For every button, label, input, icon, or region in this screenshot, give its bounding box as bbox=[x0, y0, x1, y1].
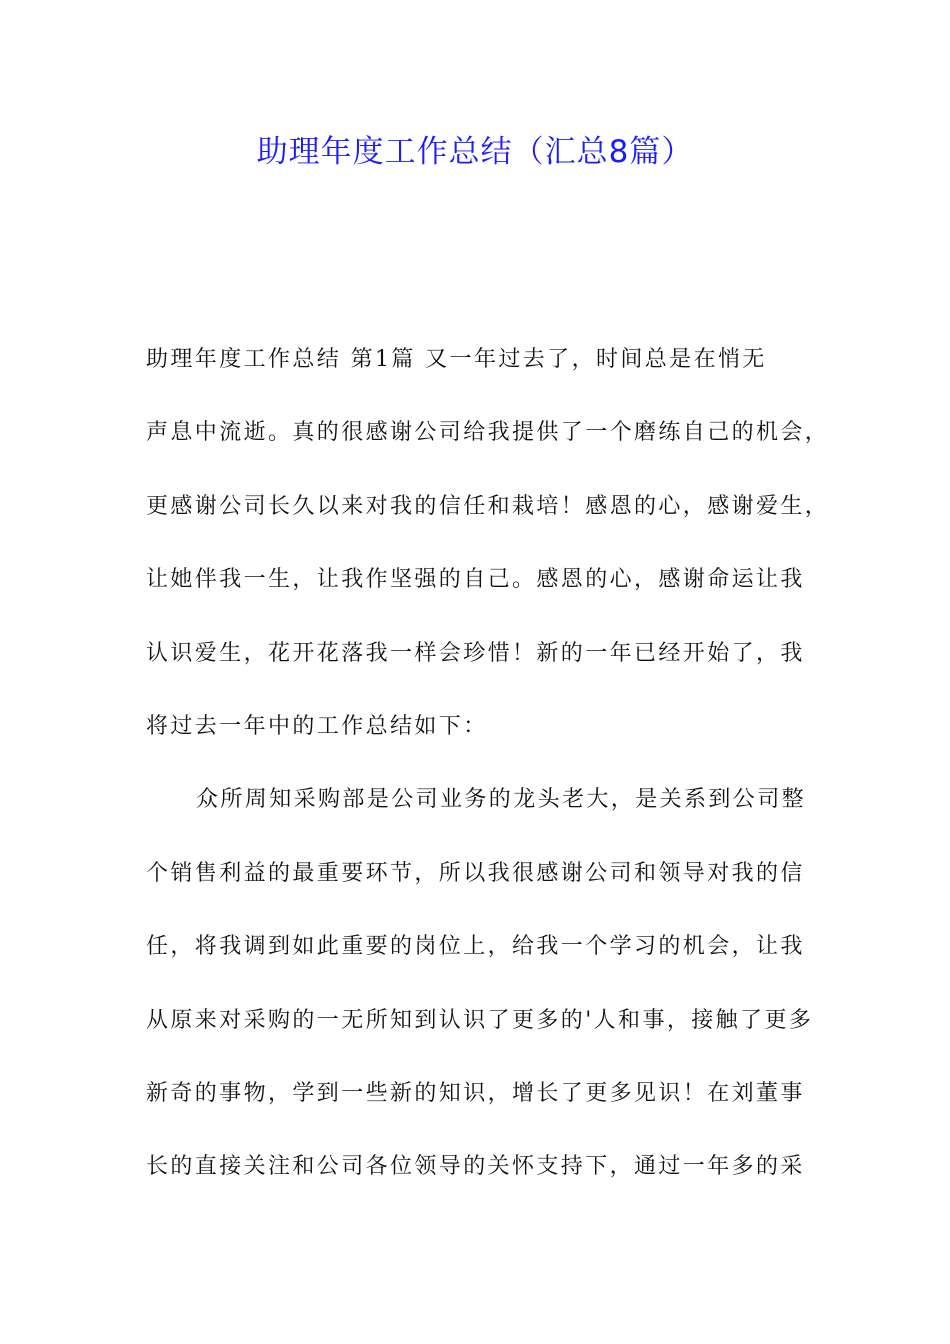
body-line: 更感谢公司长久以来对我的信任和栽培！感恩的心，感谢爱生， bbox=[146, 493, 830, 519]
document-body bbox=[146, 340, 830, 1221]
body-line: 长的直接关注和公司各位领导的关怀支持下，通过一年多的采 bbox=[146, 1154, 805, 1180]
body-line: 认识爱生，花开花落我一样会珍惜！新的一年已经开始了，我 bbox=[146, 640, 805, 666]
body-line-indented: 众所周知采购部是公司业务的龙头老大，是关系到公司整 bbox=[196, 787, 807, 813]
body-line: 任，将我调到如此重要的岗位上，给我一个学习的机会，让我 bbox=[146, 934, 805, 960]
body-line: 将过去一年中的工作总结如下： bbox=[146, 713, 488, 739]
body-line: 新奇的事物，学到一些新的知识，增长了更多见识！在刘董事 bbox=[146, 1080, 805, 1106]
body-line: 助理年度工作总结 第1篇 又一年过去了，时间总是在悄无 bbox=[146, 347, 767, 372]
document-title: 助理年度工作总结（汇总8篇） bbox=[256, 134, 694, 170]
body-line: 声息中流逝。真的很感谢公司给我提供了一个磨练自己的机会， bbox=[146, 420, 830, 446]
body-line: 让她伴我一生，让我作坚强的自己。感恩的心，感谢命运让我 bbox=[146, 567, 805, 593]
body-line: 从原来对采购的一无所知到认识了更多的'人和事，接触了更多 bbox=[146, 1007, 814, 1033]
body-line: 个销售利益的最重要环节，所以我很感谢公司和领导对我的信 bbox=[146, 860, 805, 886]
